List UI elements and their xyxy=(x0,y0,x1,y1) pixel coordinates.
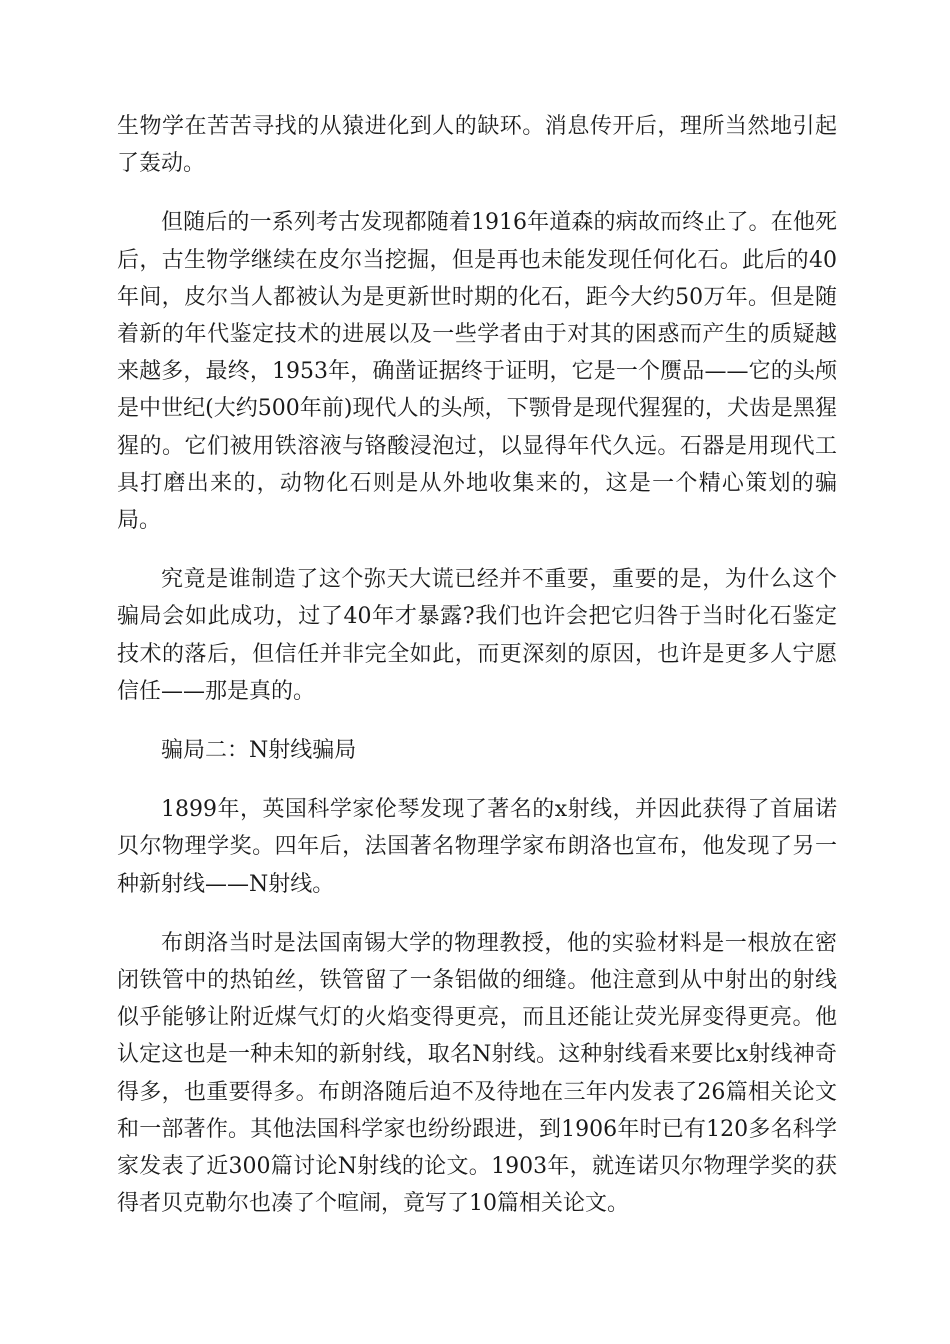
paragraph-blondlot-experiment: 布朗洛当时是法国南锡大学的物理教授，他的实验材料是一根放在密闭铁管中的热铂丝，铁管留了一条铝做的细缝。他注意到从中射出的射线似乎能够让附近煤气灯的火焰变得更亮，而且还能让荧光屏变得更亮。他认定这也是一种未知的新射线，取名N射线。这种射线看来要比x射线神奇得多，也重要得多。布朗洛随后迫不及待地在三年内发表了26篇相关论文和一部著作。其他法国科学家也纷纷跟进，到1906年时已有120多名科学家发表了近300篇讨论N射线的论文。1903年，就连诺贝尔物理学奖的获得者贝克勒尔也凑了个喧闹，竟写了10篇相关论文。 xyxy=(117,930,837,1217)
paragraph-xray-and-nray: 1899年，英国科学家伦琴发现了著名的x射线，并因此获得了首届诺贝尔物理学奖。四年后，法国著名物理学家布朗洛也宣布，他发现了另一种新射线——N射线。 xyxy=(117,797,837,897)
section-heading-n-ray-hoax: 骗局二：N射线骗局 xyxy=(161,738,357,764)
paragraph-continued-intro: 生物学在苦苦寻找的从猿进化到人的缺环。消息传开后，理所当然地引起了轰动。 xyxy=(117,114,837,177)
paragraph-why-hoax-succeeded: 究竟是谁制造了这个弥天大谎已经并不重要，重要的是，为什么这个骗局会如此成功，过了40年才暴露?我们也许会把它归咎于当时化石鉴定技术的落后，但信任并非完全如此，而更深刻的原因，也许是更多人宁愿信任——那是真的。 xyxy=(117,567,837,704)
document-page xyxy=(117,108,837,1244)
paragraph-piltdown-exposure: 但随后的一系列考古发现都随着1916年道森的病故而终止了。在他死后，古生物学继续在皮尔当挖掘，但是再也未能发现任何化石。此后的40年间，皮尔当人都被认为是更新世时期的化石，距今大约50万年。但是随着新的年代鉴定技术的进展以及一些学者由于对其的困惑而产生的质疑越来越多，最终，1953年，确凿证据终于证明，它是一个赝品——它的头颅是中世纪(大约500年前)现代人的头颅，下颚骨是现代猩猩的，犬齿是黑猩猩的。它们被用铁溶液与铬酸浸泡过，以显得年代久远。石器是用现代工具打磨出来的，动物化石则是从外地收集来的，这是一个精心策划的骗局。 xyxy=(117,210,837,534)
